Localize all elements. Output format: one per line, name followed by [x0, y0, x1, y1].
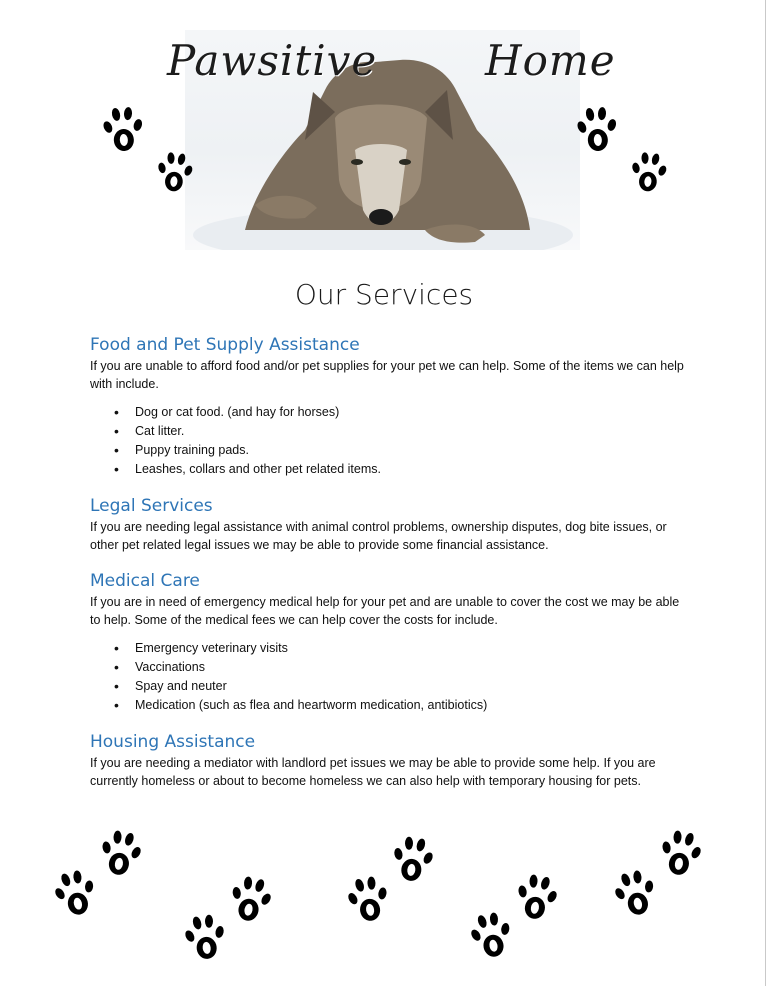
- section-heading: Medical Care: [90, 571, 200, 591]
- paw-print-icon: [223, 868, 279, 928]
- list-item: • Vaccinations: [135, 658, 690, 677]
- paw-print-icon: [101, 101, 145, 156]
- list-item: • Puppy training pads.: [135, 441, 690, 460]
- section-body: If you are needing a mediator with landlord pet issues we may be able to provide some help. If you are currently homeless or about to become homeless we can also help with temporary housing for pets.: [90, 756, 656, 788]
- section-body: If you are needing legal assistance with animal control problems, ownership disputes, dog bite issues, or other pet related legal issues we may be able to provide some financial assistance.: [90, 520, 667, 552]
- paw-print-icon: [627, 146, 672, 196]
- brand-title-left: Pawsitive: [167, 36, 378, 85]
- section-heading: Legal Services: [90, 496, 213, 516]
- list-item: • Cat litter.: [135, 422, 690, 441]
- section-housing: [90, 731, 690, 790]
- section-heading: Food and Pet Supply Assistance: [90, 335, 360, 355]
- section-body: If you are in need of emergency medical help for your pet and are unable to cover the cost we may be able to help. Some of the medical fees we can help cover the costs for include.: [90, 595, 680, 627]
- page-title: Our Services: [294, 278, 474, 311]
- list-item: • Dog or cat food. (and hay for horses): [135, 403, 690, 422]
- bullet-list: [90, 639, 690, 715]
- list-item: • Leashes, collars and other pet related items.: [135, 460, 690, 479]
- services-content: [90, 334, 690, 790]
- paw-print-icon: [654, 822, 708, 881]
- list-item: • Spay and neuter: [135, 677, 690, 696]
- paw-print-icon: [153, 146, 198, 196]
- section-medical: [90, 570, 690, 715]
- brand-title-right: Home: [485, 36, 616, 85]
- paw-print-icon: [575, 101, 619, 156]
- paw-print-icon: [94, 822, 148, 881]
- paw-print-icon: [510, 866, 564, 925]
- list-item: • Emergency veterinary visits: [135, 639, 690, 658]
- page-edge: [765, 0, 766, 986]
- paw-print-icon: [387, 829, 440, 887]
- section-food-supply: [90, 334, 690, 479]
- banner: [167, 22, 616, 250]
- list-item: • Medication (such as flea and heartworm medication, antibiotics): [135, 696, 690, 715]
- section-legal: [90, 495, 690, 554]
- bullet-list: [90, 403, 690, 479]
- section-body: If you are unable to afford food and/or pet supplies for your pet we can help. Some of the items we can help with include.: [90, 359, 684, 391]
- section-heading: Housing Assistance: [90, 732, 256, 752]
